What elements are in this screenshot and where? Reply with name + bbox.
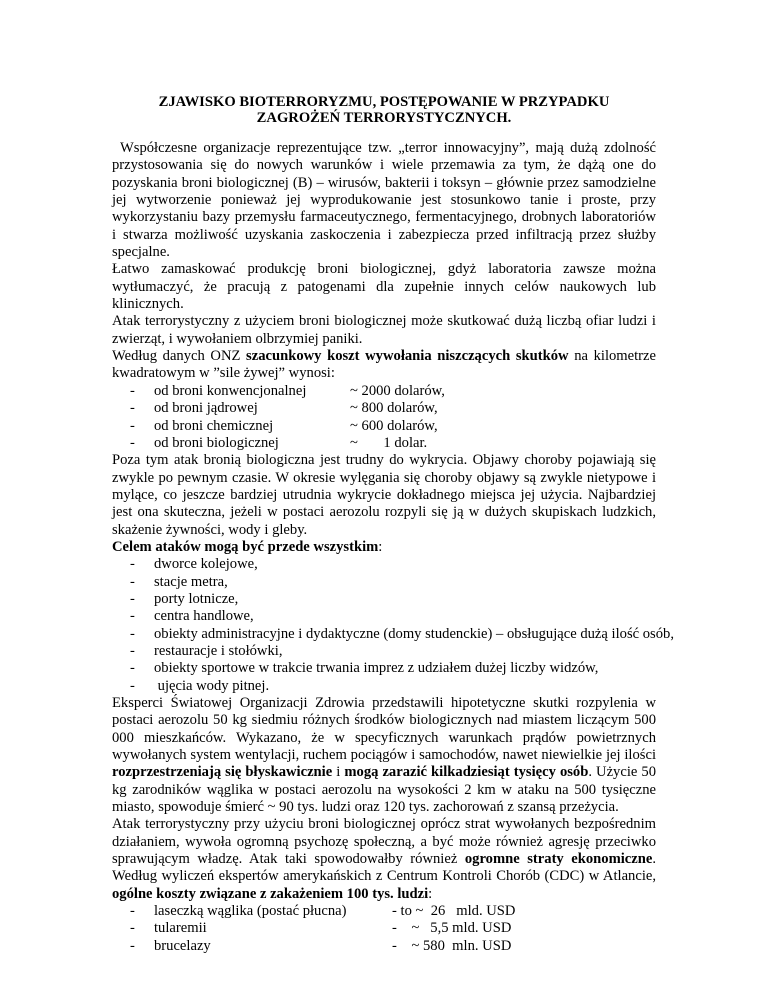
econ-text-bold-2: ogólne koszty związane z zakażeniem 100 tys. ludzi <box>112 885 429 902</box>
cost-label: od broni jądrowej <box>154 400 258 417</box>
econ-cost-label: laseczką wąglika (postać płucna) <box>154 903 347 920</box>
cost-value: ~ 1 dolar. <box>350 434 428 451</box>
targets-heading-colon: : <box>378 538 383 555</box>
list-item: - tularemii - ~ 5,5 mld. USD <box>130 920 512 937</box>
list-item: - od broni chemicznej ~ 600 dolarów, <box>130 417 438 434</box>
targets-heading-text: Celem ataków mogą być przede wszystkim <box>112 538 379 555</box>
who-text-bold-1: rozprzestrzeniają się błyskawicznie <box>112 764 333 781</box>
paragraph-intro: Współczesne organizacje reprezentujące tzw. „terror innowacyjny”, mają dużą zdolność przystosowania się do nowych warunków i wiele przemawia za tym, że dążą one do pozyskania broni biologicznej (B) – wirusów, bakterii i toksyn – głównie przez samodzielne jej wytworzenie ponieważ jej wyprodukowanie jest stosunkowo tanie i proste, przy wykorzystaniu bazy przemysłu farmaceutycznego, fermentacyjnego, drobnych laboratoriów i stwarza możliwość uzyskania zaskoczenia i zabezpiecza przed infiltracją przez służby specjalne. <box>112 140 656 261</box>
list-item: - ujęcia wody pitnej. <box>130 677 270 694</box>
target-text: obiekty administracyjne i dydaktyczne (domy studenckie) – obsługujące dużą ilość osób, <box>154 625 674 642</box>
cost-value: ~ 600 dolarów, <box>350 417 438 434</box>
cost-label: od broni chemicznej <box>154 417 274 434</box>
target-text: centra handlowe, <box>154 608 254 625</box>
target-text: porty lotnicze, <box>154 590 239 607</box>
who-text-e: . Użycie 50 kg zarodników wąglika w postaci aerozolu na wysokości 2 km w ataku na 500 tysięczne miasto, spowoduje śmierć ~ 90 tys. ludzi oraz 120 tys. zachorowań z szansą przeżycia. <box>112 764 656 816</box>
document-title-line-2: ZAGROŻEŃ TERRORYSTYCZNYCH. <box>256 110 512 126</box>
who-text-a: Eksperci Światowej Organizacji Zdrowia przedstawili hipotetyczne skutki rozpylenia w postaci aerozolu 50 kg siedmiu różnych środków biologicznych nad miastem liczącym 500 000 mieszkańców. Wykazano, że w specyficznych warunkach prądów powietrznych wywołanych system wentylacji, ruchem pociągów i samochodów, nawet niewielkie jej ilości <box>112 695 656 764</box>
onz-text-a: Według danych ONZ <box>112 348 247 365</box>
list-item: - od broni konwencjonalnej ~ 2000 dolarów, <box>130 382 445 399</box>
target-text: obiekty sportowe w trakcie trwania imprez z udziałem dużej liczby widzów, <box>154 660 599 677</box>
paragraph-attack-effects: Atak terrorystyczny z użyciem broni biologicznej może skutkować dużą liczbą ofiar ludzi i zwierząt, i wywołaniem olbrzymiej paniki. <box>112 313 656 347</box>
target-text: dworce kolejowe, <box>154 556 258 573</box>
list-item: - od broni biologicznej ~ 1 dolar. <box>130 434 428 451</box>
target-text: ujęcia wody pitnej. <box>154 677 270 694</box>
list-item: - od broni jądrowej ~ 800 dolarów, <box>130 400 438 417</box>
list-item: - porty lotnicze, <box>130 590 239 607</box>
document-body <box>112 140 674 955</box>
target-text: stacje metra, <box>154 573 228 590</box>
target-text: restauracje i stołówki, <box>154 642 283 659</box>
list-item: - obiekty sportowe w trakcie trwania imprez z udziałem dużej liczby widzów, <box>130 660 599 677</box>
list-item: - centra handlowe, <box>130 608 254 625</box>
list-item: - brucelazy - ~ 580 mln. USD <box>130 937 512 954</box>
econ-text-e: : <box>428 885 433 902</box>
cost-value: ~ 2000 dolarów, <box>350 382 445 399</box>
economic-cost-list <box>112 903 656 955</box>
cost-list <box>112 383 656 452</box>
targets-list <box>112 556 674 695</box>
paragraph-economic <box>112 816 656 903</box>
econ-cost-label: tularemii <box>154 920 207 937</box>
paragraph-masking: Łatwo zamaskować produkcję broni biologicznej, gdyż laboratoria zawsze można wytłumaczyć, że pracują z patogenami dla zupełnie innych celów naukowych lub klinicznych. <box>112 261 656 313</box>
paragraph-onz-cost <box>112 348 656 383</box>
cost-label: od broni konwencjonalnej <box>154 382 307 399</box>
document-title-line-1: ZJAWISKO BIOTERRORYZMU, POSTĘPOWANIE W PRZYPADKU <box>158 94 610 110</box>
cost-value: ~ 800 dolarów, <box>350 400 438 417</box>
econ-cost-label: brucelazy <box>154 937 211 954</box>
list-item: - obiekty administracyjne i dydaktyczne (domy studenckie) – obsługujące dużą ilość osób, <box>130 625 674 642</box>
list-item: - dworce kolejowe, <box>130 556 258 573</box>
econ-cost-value: - to ~ 26 mld. USD <box>392 903 516 920</box>
list-item: - restauracje i stołówki, <box>130 642 283 659</box>
list-item: - stacje metra, <box>130 573 228 590</box>
targets-heading <box>112 539 656 556</box>
onz-text-bold: szacunkowy koszt wywołania niszczących skutków <box>246 348 569 365</box>
econ-text-a: Atak terrorystyczny przy użyciu broni biologicznej oprócz strat wywołanych bezpośrednim działaniem, wywoła ogromną psychozę społeczną, a być może również agresję przeciwko sprawującym władzę. Atak taki spowodowałby również <box>112 816 656 868</box>
list-item: - laseczką wąglika (postać płucna) - to ~ 26 mld. USD <box>130 903 516 920</box>
paragraph-detection: Poza tym atak bronią biologiczna jest trudny do wykrycia. Objawy choroby pojawiają się zwykle po pewnym czasie. W okresie wylęgania się choroby objawy są zwykle nietypowe i mylące, co jeszcze bardziej utrudnia wykrycie dokładnego miejsca jej użycia. Najbardziej jest ona skuteczna, jeżeli w postaci aerozolu rozpyli się ją w dużych skupiskach ludzkich, skażenie żywności, wody i gleby. <box>112 452 656 538</box>
who-text-c: i <box>332 764 345 781</box>
econ-cost-value: - ~ 5,5 mld. USD <box>392 920 512 937</box>
who-text-bold-2: mogą zarazić kilkadziesiąt tysięcy osób <box>344 764 589 781</box>
econ-cost-value: - ~ 580 mln. USD <box>392 937 512 954</box>
paragraph-who-experts <box>112 695 656 816</box>
econ-text-bold-1: ogromne straty ekonomiczne <box>464 851 653 868</box>
onz-text-c: na kilometrze kwadratowym w ”sile żywej” wynosi: <box>112 348 656 382</box>
cost-label: od broni biologicznej <box>154 434 279 451</box>
econ-text-c: . Według wyliczeń ekspertów amerykańskich z Centrum Kontroli Chorób (CDC) w Atlancie, <box>112 851 656 885</box>
